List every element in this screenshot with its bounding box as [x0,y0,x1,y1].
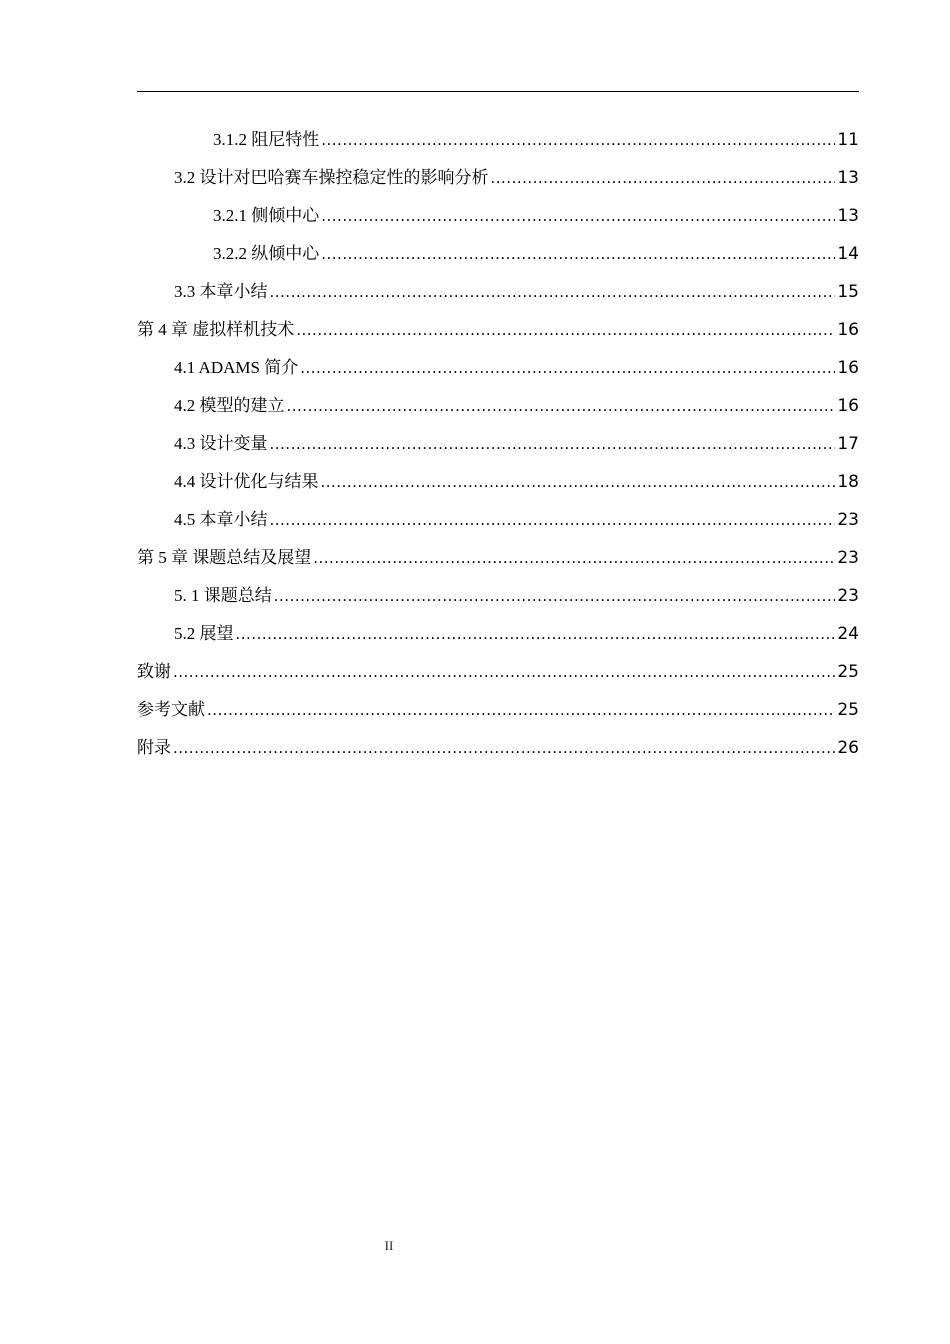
toc-leader-dots [270,501,836,539]
toc-leader-dots [173,729,835,767]
header-rule [137,91,859,92]
toc-leader-dots [321,197,835,235]
toc-entry-label: 3.2.1 侧倾中心 [213,206,320,225]
toc-leader-dots [300,349,835,387]
toc-leader-dots [173,653,835,691]
toc-entry-page: 23 [837,510,859,530]
toc-entry-label: 4.1 ADAMS 简介 [174,358,299,377]
toc-entry-3-2[interactable] [137,159,859,197]
toc-entry-label: 致谢 [137,662,171,681]
toc-entry-4-4[interactable] [137,463,859,501]
toc-leader-dots [296,311,835,349]
toc-entry-chapter-4[interactable] [137,311,859,349]
toc-entry-label: 4.2 模型的建立 [174,396,285,415]
toc-entry-page: 25 [837,662,859,682]
toc-leader-dots [274,577,836,615]
toc-leader-dots [287,387,836,425]
toc-leader-dots [270,425,836,463]
toc-entry-label: 附录 [137,738,171,757]
page-number: II [384,1238,394,1253]
toc-leader-dots [321,121,835,159]
toc-entry-4-1[interactable] [137,349,859,387]
toc-entry-page: 25 [837,700,859,720]
toc-leader-dots [321,235,835,273]
toc-entry-page: 13 [837,168,859,188]
toc-entry-3-2-1[interactable] [137,197,859,235]
toc-leader-dots [236,615,836,653]
toc-entry-label: 第 4 章 虚拟样机技术 [137,320,295,339]
toc-entry-page: 23 [837,548,859,568]
toc-entry-page: 26 [837,738,859,758]
toc-entry-3-3[interactable] [137,273,859,311]
toc-entry-page: 14 [837,244,859,264]
toc-entry-label: 4.4 设计优化与结果 [174,472,319,491]
toc-leader-dots [270,273,836,311]
toc-leader-dots [313,539,835,577]
toc-entry-acknowledgements[interactable] [137,653,859,691]
toc-entry-4-2[interactable] [137,387,859,425]
toc-entry-4-5[interactable] [137,501,859,539]
toc-entry-page: 16 [837,320,859,340]
toc-entry-label: 3.1.2 阻尼特性 [213,130,320,149]
toc-entry-label: 3.2.2 纵倾中心 [213,244,320,263]
toc-leader-dots [207,691,835,729]
toc-entry-3-1-2[interactable] [137,121,859,159]
toc-entry-label: 4.3 设计变量 [174,434,268,453]
toc-entry-chapter-5[interactable] [137,539,859,577]
toc-entry-5-2[interactable] [137,615,859,653]
toc-leader-dots [491,159,836,197]
toc-entry-label: 第 5 章 课题总结及展望 [137,548,312,567]
toc-entry-page: 13 [837,206,859,226]
toc-entry-page: 16 [837,396,859,416]
toc-entry-label: 5. 1 课题总结 [174,586,272,605]
toc-entry-references[interactable] [137,691,859,729]
toc-entry-3-2-2[interactable] [137,235,859,273]
table-of-contents [137,121,859,767]
toc-leader-dots [321,463,836,501]
toc-entry-page: 23 [837,586,859,606]
toc-entry-page: 18 [837,472,859,492]
toc-entry-appendix[interactable] [137,729,859,767]
toc-entry-page: 17 [837,434,859,454]
toc-entry-5-1[interactable] [137,577,859,615]
toc-entry-page: 16 [837,358,859,378]
toc-entry-label: 3.2 设计对巴哈赛车操控稳定性的影响分析 [174,168,489,187]
toc-entry-label: 3.3 本章小结 [174,282,268,301]
toc-entry-page: 11 [837,130,859,150]
toc-entry-4-3[interactable] [137,425,859,463]
toc-entry-label: 参考文献 [137,700,205,719]
toc-entry-page: 15 [837,282,859,302]
toc-entry-label: 4.5 本章小结 [174,510,268,529]
toc-entry-page: 24 [837,624,859,644]
toc-entry-label: 5.2 展望 [174,624,234,643]
